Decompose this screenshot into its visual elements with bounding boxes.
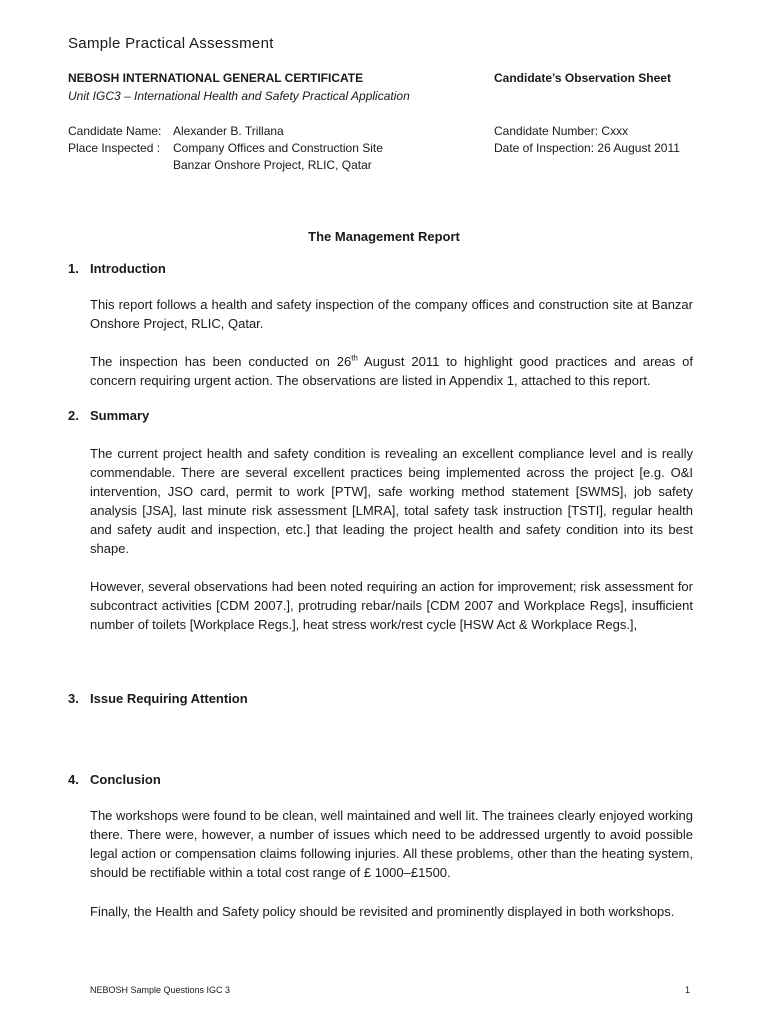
place-inspected-row xyxy=(68,141,383,155)
section-number: 2. xyxy=(68,408,79,423)
inspection-date-label: Date of Inspection: xyxy=(494,141,595,155)
section-number: 3. xyxy=(68,691,79,706)
section-number: 4. xyxy=(68,772,79,787)
place-inspected-value-line2: Banzar Onshore Project, RLIC, Qatar xyxy=(173,158,372,172)
candidate-number-value: Cxxx xyxy=(601,124,629,138)
section-title-conclusion: Conclusion xyxy=(90,772,161,787)
footer-text: NEBOSH Sample Questions IGC 3 xyxy=(90,985,231,995)
candidate-name-value: Alexander B. Trillana xyxy=(173,124,284,138)
inspection-date-row xyxy=(494,141,680,155)
page-number: 1 xyxy=(685,985,691,995)
inspection-date-value: 26 August 2011 xyxy=(597,141,680,155)
conclusion-paragraph-1: The workshops were found to be clean, well maintained and well lit. The trainees clearly enjoyed working there. There were, however, a number of issues which need to be addressed urgently to avoid possible legal action or compensation claims following injuries. All these problems, other than the heating system, should be rectifiable within a total cost range of £ 1000–£1500. xyxy=(90,808,693,880)
introduction-paragraph: This report follows a health and safety inspection of the company offices and construction site at Banzar Onshore Project, RLIC, Qatar. xyxy=(90,297,693,331)
candidate-number-row xyxy=(494,124,628,138)
observation-sheet-title: Candidate’s Observation Sheet xyxy=(494,71,671,85)
unit-subtitle: Unit IGC3 – International Health and Safety Practical Application xyxy=(68,89,410,103)
candidate-number-label: Candidate Number: xyxy=(494,124,599,138)
place-inspected-label: Place Inspected : xyxy=(68,141,161,155)
section-title-summary: Summary xyxy=(90,408,150,423)
section-title-issue: Issue Requiring Attention xyxy=(90,691,248,706)
conclusion-paragraph-2: Finally, the Health and Safety policy should be revisited and prominently displayed in both workshops. xyxy=(90,904,675,919)
inspection-paragraph: The inspection has been conducted on 26th August 2011 to highlight good practices and areas of concern requiring urgent action. The observations are listed in Appendix 1, attached to this report. xyxy=(90,353,693,388)
candidate-name-label: Candidate Name: xyxy=(68,124,162,138)
document-title: Sample Practical Assessment xyxy=(68,35,274,52)
summary-paragraph-2: However, several observations had been noted requiring an action for improvement; risk assessment for subcontract activities [CDM 2007.], protruding rebar/nails [CDM 2007 and Workplace Regs], insufficient number of toilets [Workplace Regs.], heat stress work/rest cycle [HSW Act & Workplace Regs.], xyxy=(90,579,693,632)
place-inspected-value: Company Offices and Construction Site xyxy=(173,141,383,155)
section-number: 1. xyxy=(68,261,79,276)
certificate-title: NEBOSH INTERNATIONAL GENERAL CERTIFICATE xyxy=(68,71,364,85)
candidate-name-row xyxy=(68,124,284,138)
section-title-introduction: Introduction xyxy=(90,261,166,276)
summary-paragraph-1: The current project health and safety condition is revealing an excellent compliance level and is really commendable. There are several excellent practices being implemented across the project [e.g. O&I intervention, JSO card, permit to work [PTW], safe working method statement [SWMS], job safety analysis [JSA], last minute risk assessment [LMRA], total safety task instruction [TSTI], regular health and safety audit and inspection, etc.] that leading the project health and safety condition into its best shape. xyxy=(90,446,693,556)
report-title: The Management Report xyxy=(308,229,460,244)
